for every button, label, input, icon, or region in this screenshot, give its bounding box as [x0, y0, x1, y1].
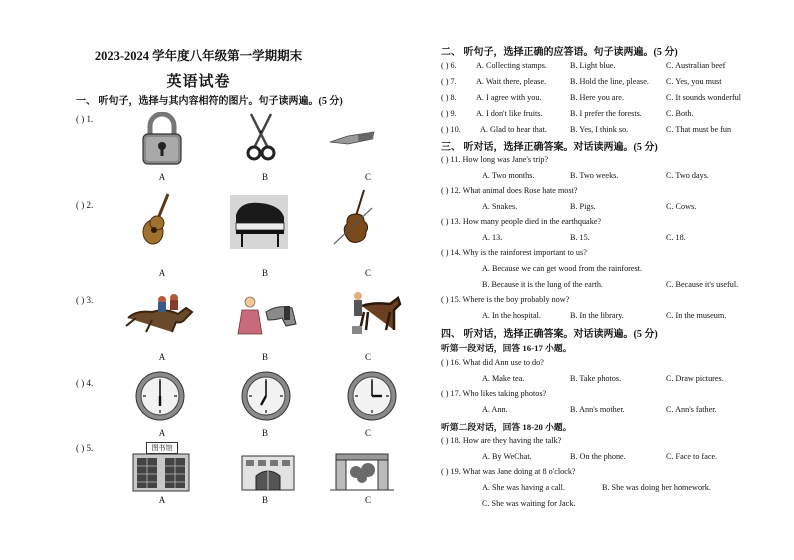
q3-label-a: A [158, 352, 166, 362]
lock-picture [140, 112, 184, 166]
section-1-heading: 一、 听句子，选择与其内容相符的图片。句子读两遍。(5 分) [76, 96, 343, 107]
q10-option-a: A. Glad to hear that. [480, 125, 547, 134]
q18-question: ( ) 18. How are they having the talk? [441, 436, 562, 445]
q7-option-c: C. Yes, you must [666, 77, 722, 86]
q17-option-b: B. Ann's mother. [570, 405, 625, 414]
q13-option-b: B. 15. [570, 233, 590, 242]
q11-question: ( ) 11. How long was Jane's trip? [441, 155, 549, 164]
question-4-number: ( ) 4. [76, 378, 94, 388]
q6-option-c: C. Australian beef [666, 61, 726, 70]
man-grooming-horse-picture [346, 288, 402, 338]
q13-option-c: C. 18. [666, 233, 686, 242]
q10-number: ( ) 10. [441, 125, 461, 134]
q8-number: ( ) 8. [441, 93, 457, 102]
q11-option-a: A. Two months. [482, 171, 535, 180]
q18-option-c: C. Face to face. [666, 452, 718, 461]
q19-question: ( ) 19. What was Jane doing at 8 o'clock? [441, 467, 576, 476]
q6-option-a: A. Collecting stamps. [476, 61, 547, 70]
q15-option-b: B. In the library. [570, 311, 624, 320]
question-3-number: ( ) 3. [76, 295, 94, 305]
q14-option-a: A. Because we can get wood from the rainforest. [482, 264, 643, 273]
park-gate-picture [330, 450, 394, 492]
q11-option-b: B. Two weeks. [570, 171, 619, 180]
q15-option-c: C. In the museum. [666, 311, 727, 320]
q2-label-b: B [261, 268, 268, 278]
q6-number: ( ) 6. [441, 61, 457, 70]
q17-question: ( ) 17. Who likes taking photos? [441, 389, 547, 398]
question-2-number: ( ) 2. [76, 200, 94, 210]
clock-six-oclock [134, 370, 186, 422]
q12-option-b: B. Pigs. [570, 202, 596, 211]
library-sign: 图书馆 [146, 442, 178, 454]
q14-question: ( ) 14. Why is the rainforest important to us? [441, 248, 587, 257]
q18-option-a: A. By WeChat. [482, 452, 532, 461]
q8-option-c: C. It sounds wonderful [666, 93, 742, 102]
q14-option-c: C. Because it's useful. [666, 280, 739, 289]
q15-question: ( ) 15. Where is the boy probably now? [441, 295, 570, 304]
clock-seven-oclock [240, 370, 292, 422]
section-4-heading: 四、 听对话，选择正确答案。对话读两遍。(5 分) [441, 329, 658, 340]
q16-question: ( ) 16. What did Ann use to do? [441, 358, 544, 367]
q10-option-c: C. That must be fun [666, 125, 732, 134]
dialog-1-instruction: 听第一段对话，回答 16-17 小题。 [441, 343, 572, 353]
q17-option-c: C. Ann's father. [666, 405, 717, 414]
q9-option-b: B. I prefer the forests. [570, 109, 642, 118]
exam-title: 2023-2024 学年度八年级第一学期期末 [94, 49, 303, 63]
question-1-number: ( ) 1. [76, 114, 94, 124]
q8-option-a: A. I agree with you. [476, 93, 542, 102]
q1-label-b: B [261, 172, 268, 182]
q9-option-c: C. Both. [666, 109, 694, 118]
exam-subtitle: 英语试卷 [166, 74, 231, 90]
q5-label-a: A [158, 495, 166, 505]
library-building-picture [132, 442, 190, 492]
q19-option-b: B. She was doing her homework. [602, 483, 711, 492]
q11-option-c: C. Two days. [666, 171, 709, 180]
q7-option-b: B. Hold the line, please. [570, 77, 649, 86]
q19-option-c: C. She was waiting for Jack. [482, 499, 576, 508]
q16-option-a: A. Make tea. [482, 374, 525, 383]
q9-number: ( ) 9. [441, 109, 457, 118]
q19-option-a: A. She was having a call. [482, 483, 565, 492]
q16-option-b: B. Take photos. [570, 374, 622, 383]
girl-feeding-horse-picture [236, 294, 298, 338]
q18-option-b: B. On the phone. [570, 452, 626, 461]
q12-option-c: C. Cows. [666, 202, 697, 211]
q15-option-a: A. In the hospital. [482, 311, 541, 320]
q5-label-b: B [261, 495, 268, 505]
q8-option-b: B. Here you are. [570, 93, 624, 102]
q3-label-c: C [364, 352, 371, 362]
guitar-picture [140, 192, 174, 248]
q4-label-b: B [261, 428, 268, 438]
q5-label-c: C [364, 495, 371, 505]
clock-three-oclock [346, 370, 398, 422]
q13-question: ( ) 13. How many people died in the earthquake? [441, 217, 602, 226]
scissors-picture [245, 112, 277, 162]
question-5-number: ( ) 5. [76, 443, 94, 453]
q3-label-b: B [261, 352, 268, 362]
q1-label-c: C [364, 172, 371, 182]
q7-number: ( ) 7. [441, 77, 457, 86]
q13-option-a: A. 13. [482, 233, 503, 242]
q12-option-a: A. Snakes. [482, 202, 518, 211]
q6-option-b: B. Light blue. [570, 61, 616, 70]
section-2-heading: 二、 听句子，选择正确的应答语。句子读两遍。(5 分) [441, 47, 678, 58]
q7-option-a: A. Wait there, please. [476, 77, 547, 86]
q1-label-a: A [158, 172, 166, 182]
q17-option-a: A. Ann. [482, 405, 508, 414]
q2-label-a: A [158, 268, 166, 278]
q2-label-c: C [364, 268, 371, 278]
q10-option-b: B. Yes, I think so. [570, 125, 629, 134]
knife-picture [328, 130, 376, 150]
q9-option-a: A. I don't like fruits. [476, 109, 543, 118]
violin-picture [330, 188, 376, 250]
dialog-2-instruction: 听第二段对话，回答 18-20 小题。 [441, 422, 572, 432]
section-3-heading: 三、 听对话，选择正确答案。对话读两遍。(5 分) [441, 142, 658, 153]
q16-option-c: C. Draw pictures. [666, 374, 724, 383]
q14-option-b: B. Because it is the lung of the earth. [482, 280, 603, 289]
piano-picture [230, 195, 288, 249]
q12-question: ( ) 12. What animal does Rose hate most? [441, 186, 578, 195]
q4-label-a: A [158, 428, 166, 438]
station-building-picture [240, 450, 296, 492]
q4-label-c: C [364, 428, 371, 438]
horse-riders-picture [122, 288, 200, 336]
